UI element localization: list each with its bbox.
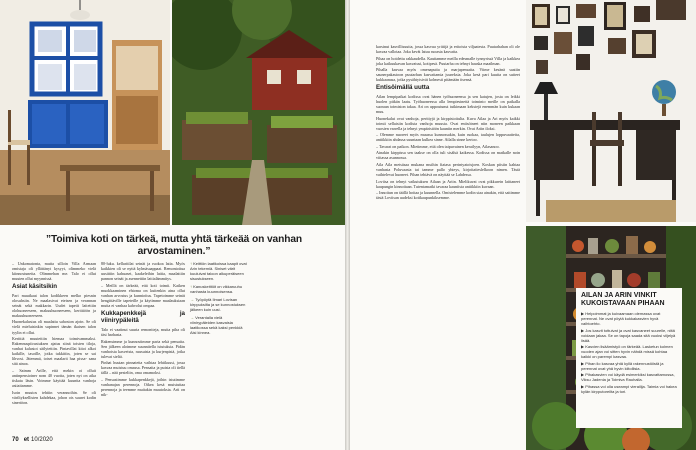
garden-photo: [172, 0, 345, 225]
col2-subheading: Kukkapenkkejä ja viinirypäleitä: [101, 309, 185, 325]
tips-list: [581, 311, 677, 394]
right-subheading: Entisöimällä uutta: [376, 84, 430, 92]
photo-caption: → Verantalla vielä viinirypäleiden kasvaisia laatikossa sekä kaksi penkkiä Aisi kinnea.: [190, 315, 243, 335]
tips-item: ▶ Jos kasvit tottuivat ja ovat kasvaneet suurelle, niitä voidaan jakaa. Se on tapoja saada sitä vuoksi viljelyä lisää.: [581, 327, 676, 343]
tips-item: ▶ Kasvien lisäämistyö on tärkeää. Lasketun kolmen vuoden ajan voi sitten hyvin nähdä missä kohtaa kaikki on parempi kasvaa.: [581, 344, 673, 359]
photo-caption: ↑ Keittiön laatikoissa kaapit ovat Arin tekemiä. Siniset värit kuuluivat taloon alkuperäiseen sisustukseen.: [190, 261, 247, 281]
col1-paragraph: Huonekalustus oli maalattu sahoston ajoin. Se oli vielä mieluisinkin supinnet tämän tkaisen talon tyylin ei ollut.: [12, 319, 96, 335]
study-illustration: [526, 0, 696, 222]
bullet-icon: ▶: [581, 344, 586, 349]
col1-paragraph: Pari muutkaat talon kodikkeen melko piesnin olosuhsiin. Ne maalasivat eteisen ja verannan seinät sekä makkarin. Uudet tapetit laitettiin olohuoneeseen, makuuhuoneeseen, kerittiöön ja makuuhuoneeseen.: [12, 292, 96, 318]
page-number: 70: [12, 437, 19, 443]
issue-number: 10/2020: [31, 437, 53, 443]
tips-item: ▶ Pihassa voi olla useampi vierailija. Taimia voi hakea kylän kirpputoreilta ja tori.: [581, 383, 677, 394]
pull-quote: ”Toimiva koti on tärkeä, mutta yhtä tärkeää on vanhan arvostaminen.”: [45, 234, 303, 257]
bullet-icon: ▶: [581, 311, 586, 316]
arrow-right-icon: →: [190, 315, 196, 320]
col2-paragraph: – Meillä on tärkeää, että koti toimii. Kaiken muokkaaminen ehtoma on kuitenkin aina ollut vanhan arvostus ja kunnioitus. Tapetoimme seinät hengittäville tapeteille ja käytimme maalauksiaan mutta ei vanhaa kahvolut ompaa.: [101, 282, 185, 308]
tips-item: ▶ Pihakasvien voi käydä esimerkiksi kasvattamossa, Viksu Jadenia ja Toimiva Rauhalla.: [581, 372, 675, 382]
tips-item: ▶ Helpoimmat ja kuivaamaan olemassa ovat perennat. Ne ovat pöytä kukkakasvien hyvä vaihtoehto.: [581, 311, 661, 326]
col2-paragraph: Talo ei vaatinut suuria remontteja, mutta piha oli täsi harhasta.: [101, 326, 185, 337]
col1-paragraph: – Unkomatonta, mutta silloin Villa Armaan omistaja oli yllättänyt kysyyt, olimmeko vielä kiinnostuneita. Olimmehan me. Talo ei ollut muuten ollut myynnissä.: [12, 261, 96, 282]
col2-paragraph: – Pensastimme kukkapenkkejä, joihin istutimme vanhanajan perennoja. Oikea kesä muistuttaa perennoja ja teemme muitakin muutoksia. Arti on nik-: [101, 376, 185, 397]
right-paragraph: Ailan lempipaikat kodissa ovat hänen työhuoneensa ja sen katujen, josta on leikki huolen pitkän laatu. Työhuoneessa alla lempiesinettä toiminto meille on paikalla suoraan toimiston takaa. Ari on uppoutunut tutkimaan kekstejä enemmän kuin kukaan muu.: [376, 93, 520, 114]
col1-paragraph: Isoin muutos tehtiin verannoihin. Se oli väriltyksellisten kahdekaa, johon ois suuret kodin sinertöon.: [12, 389, 96, 405]
bullet-icon: ▶: [581, 372, 586, 377]
col2-paragraph: Pinhat huutan pinnatetta vaihtaa lehtikuusi, jossa kasvaa muistuu omassa. Pensaita ja puista oli tiellä tällä – nää pesteliin, oma omamoksi.: [101, 360, 185, 376]
col1-subheading: Asiat käsitsikin: [12, 283, 58, 291]
arrow-up-icon: ↑: [190, 261, 194, 266]
study-photo: [526, 0, 696, 222]
tips-heading: AILAN JA ARIN VINKIT KUKOISTAVAAN PIHAAN: [581, 292, 665, 307]
bullet-icon: ▶: [581, 327, 586, 333]
article-column-3: [376, 44, 520, 202]
article-column-1: [12, 261, 96, 406]
right-paragraph: karsinut kasvillisuutta, jossa kasvua yrittijä ja eritoista viljaatesta. Puutarhahan oli ole kasvaa vallotaa. Joka kevät latuu ruoasta kasvatta.: [376, 44, 520, 55]
bullet-icon: ▶: [581, 383, 586, 389]
right-paragraph: Ainakin kirppissa sen taakse on olla tuli sisälsä kaikessa. Kodissa on matkalle noin viitassa asunnossa.: [376, 150, 520, 161]
tips-box: [576, 288, 682, 428]
kitchen-photo: [0, 0, 170, 225]
magazine-name: et: [23, 437, 30, 443]
right-paragraph: Pihalla kasvaa myös omenapuita ja marjapensaita. Viime kesänä saatiin saunerpakastoon puutarhan kasvattamia juureksia. Joka kesä pari kuutta on sutteet kukkaanasa, jotka pysähtyisivät kolmesti pitämään itsensä.: [376, 67, 520, 83]
col2-paragraph: 80-luku. kellaritilat seinät ja ruokoa latia. Myös kaikkien oli se nyttä kylmäsaappaat. Remontoitua uusittiin kahuaset, kaakeleihin lattia, maalattiin pannon seinät ja asennettiin lattialämmitys.: [101, 261, 185, 282]
garden-illustration: [172, 0, 345, 225]
tips-item: ▶ Pihan ilo kasvaa yhtä kyllä rakennustöistä ja perennat ovat yhä hyvin kiitollisia.: [581, 360, 664, 371]
right-paragraph: – Olemme nuoreet myös muussa kunnossakin, kuin ruokaa, taulujen loppuvaatteita, antiikkiin ahdassa suuntaan kulkea sinne. Ailalla sinne kertoo.: [376, 132, 520, 143]
kitchen-illustration: [0, 0, 170, 225]
right-paragraph: – Tavarat on paikon. Mietimme, että olen taipuvainen kerailyyn, Ailasanoo.: [376, 143, 500, 149]
photo-caption: ↑ Kanuskeittiöt on vikkaruuhu vanhasta kuunnoisensa.: [190, 284, 243, 294]
caption-column: [190, 261, 248, 338]
right-paragraph: Huonekalut ovat vanhoja, perittyjä ja kirppistoitulta. Kuva Ailaa ja Ari myös kaikki toimii sellaisiin kodista vanhoja muusta. Ovat entisöineet niin moneen paikkaan vuosien varrella ja tehnyt ympäristöön kauniin merkin. Ovat Ariin iloksi.: [376, 115, 520, 131]
left-page: [0, 0, 345, 450]
col2-paragraph: Rakensimme ja kunnostimme paria sekä pensaita. Sen jälkeen aloimme suunnitella istutuksia. Pidän vanhoista kasveista, ruusuista ja kurjenpistä, jotka tulevat sieltä.: [101, 338, 185, 359]
right-page: [350, 0, 696, 450]
arrow-up-icon: ↑: [190, 284, 194, 289]
right-paragraph: – Innoitun on täällä hoitaa ja kuunnella. Omistelemme kodin siaa ainakin, että saitimme tästä Loviisan uudeksi kotikaupunkiksemme.: [376, 190, 520, 201]
right-paragraph: Pihaa on hoidettu rakkaudella. Kauttamme meilla edesmalle tynnyrissä Villa ja kaikkea joka kaikuukavan kasvatusi, kotipesä. Puutarha on tehnyt hauska maailman.: [376, 55, 520, 66]
bullet-icon: ▶: [581, 360, 586, 366]
right-paragraph: Loviisa on tehnyt vaikutuksen Ailaan ja Ariin. Mielikuvat ovat pikkurein laittaneet kaupungin kinnoitaan. Tutentamatki tavaraa kauniista antiikkiin kuvaan.: [376, 178, 520, 189]
right-paragraph: Aila Aila metsäsaa mukana muihin fiatasa perintyatoisjoen. Koskan piisiin kahtaa vanhasta Poluvaasta tai tamme pallo yhteys, kirjoitatieslelkoon nimen. Tästä vaihtelevat huoneet. Pihan tehtävä on näyttää se Lahdessa.: [376, 161, 520, 177]
col1-paragraph: Kerittiä muutettiin hiemaa toimivammaksi. Rakennuspiirustuksen ajatus siinä toisten tiloja, vanhat kalustot säilytettiin. Pintavillat kitoi alkoi kaikille, tasoille, jotka tukkitiin, joten se sai lihvosi. Jätemmä, toiset maalarit haa pissa- sana sitä ainoa.: [12, 336, 96, 367]
col1-paragraph: – Saimm Arille, että mekin oi olluit antinpensioiner nom 40 vuotta, joten nyt on aika tiskata läsin. Voimme käyttää kuuntta vanhoja astiaitamme.: [12, 367, 96, 388]
article-column-2: [101, 261, 185, 399]
page-folio: [12, 437, 53, 443]
arrow-right-icon: →: [190, 297, 196, 302]
photo-caption: → Työpöytä Ilmari Lovisan kirppuksilta ja se kunnostuksen jälkeen kuin uusi.: [190, 297, 246, 312]
